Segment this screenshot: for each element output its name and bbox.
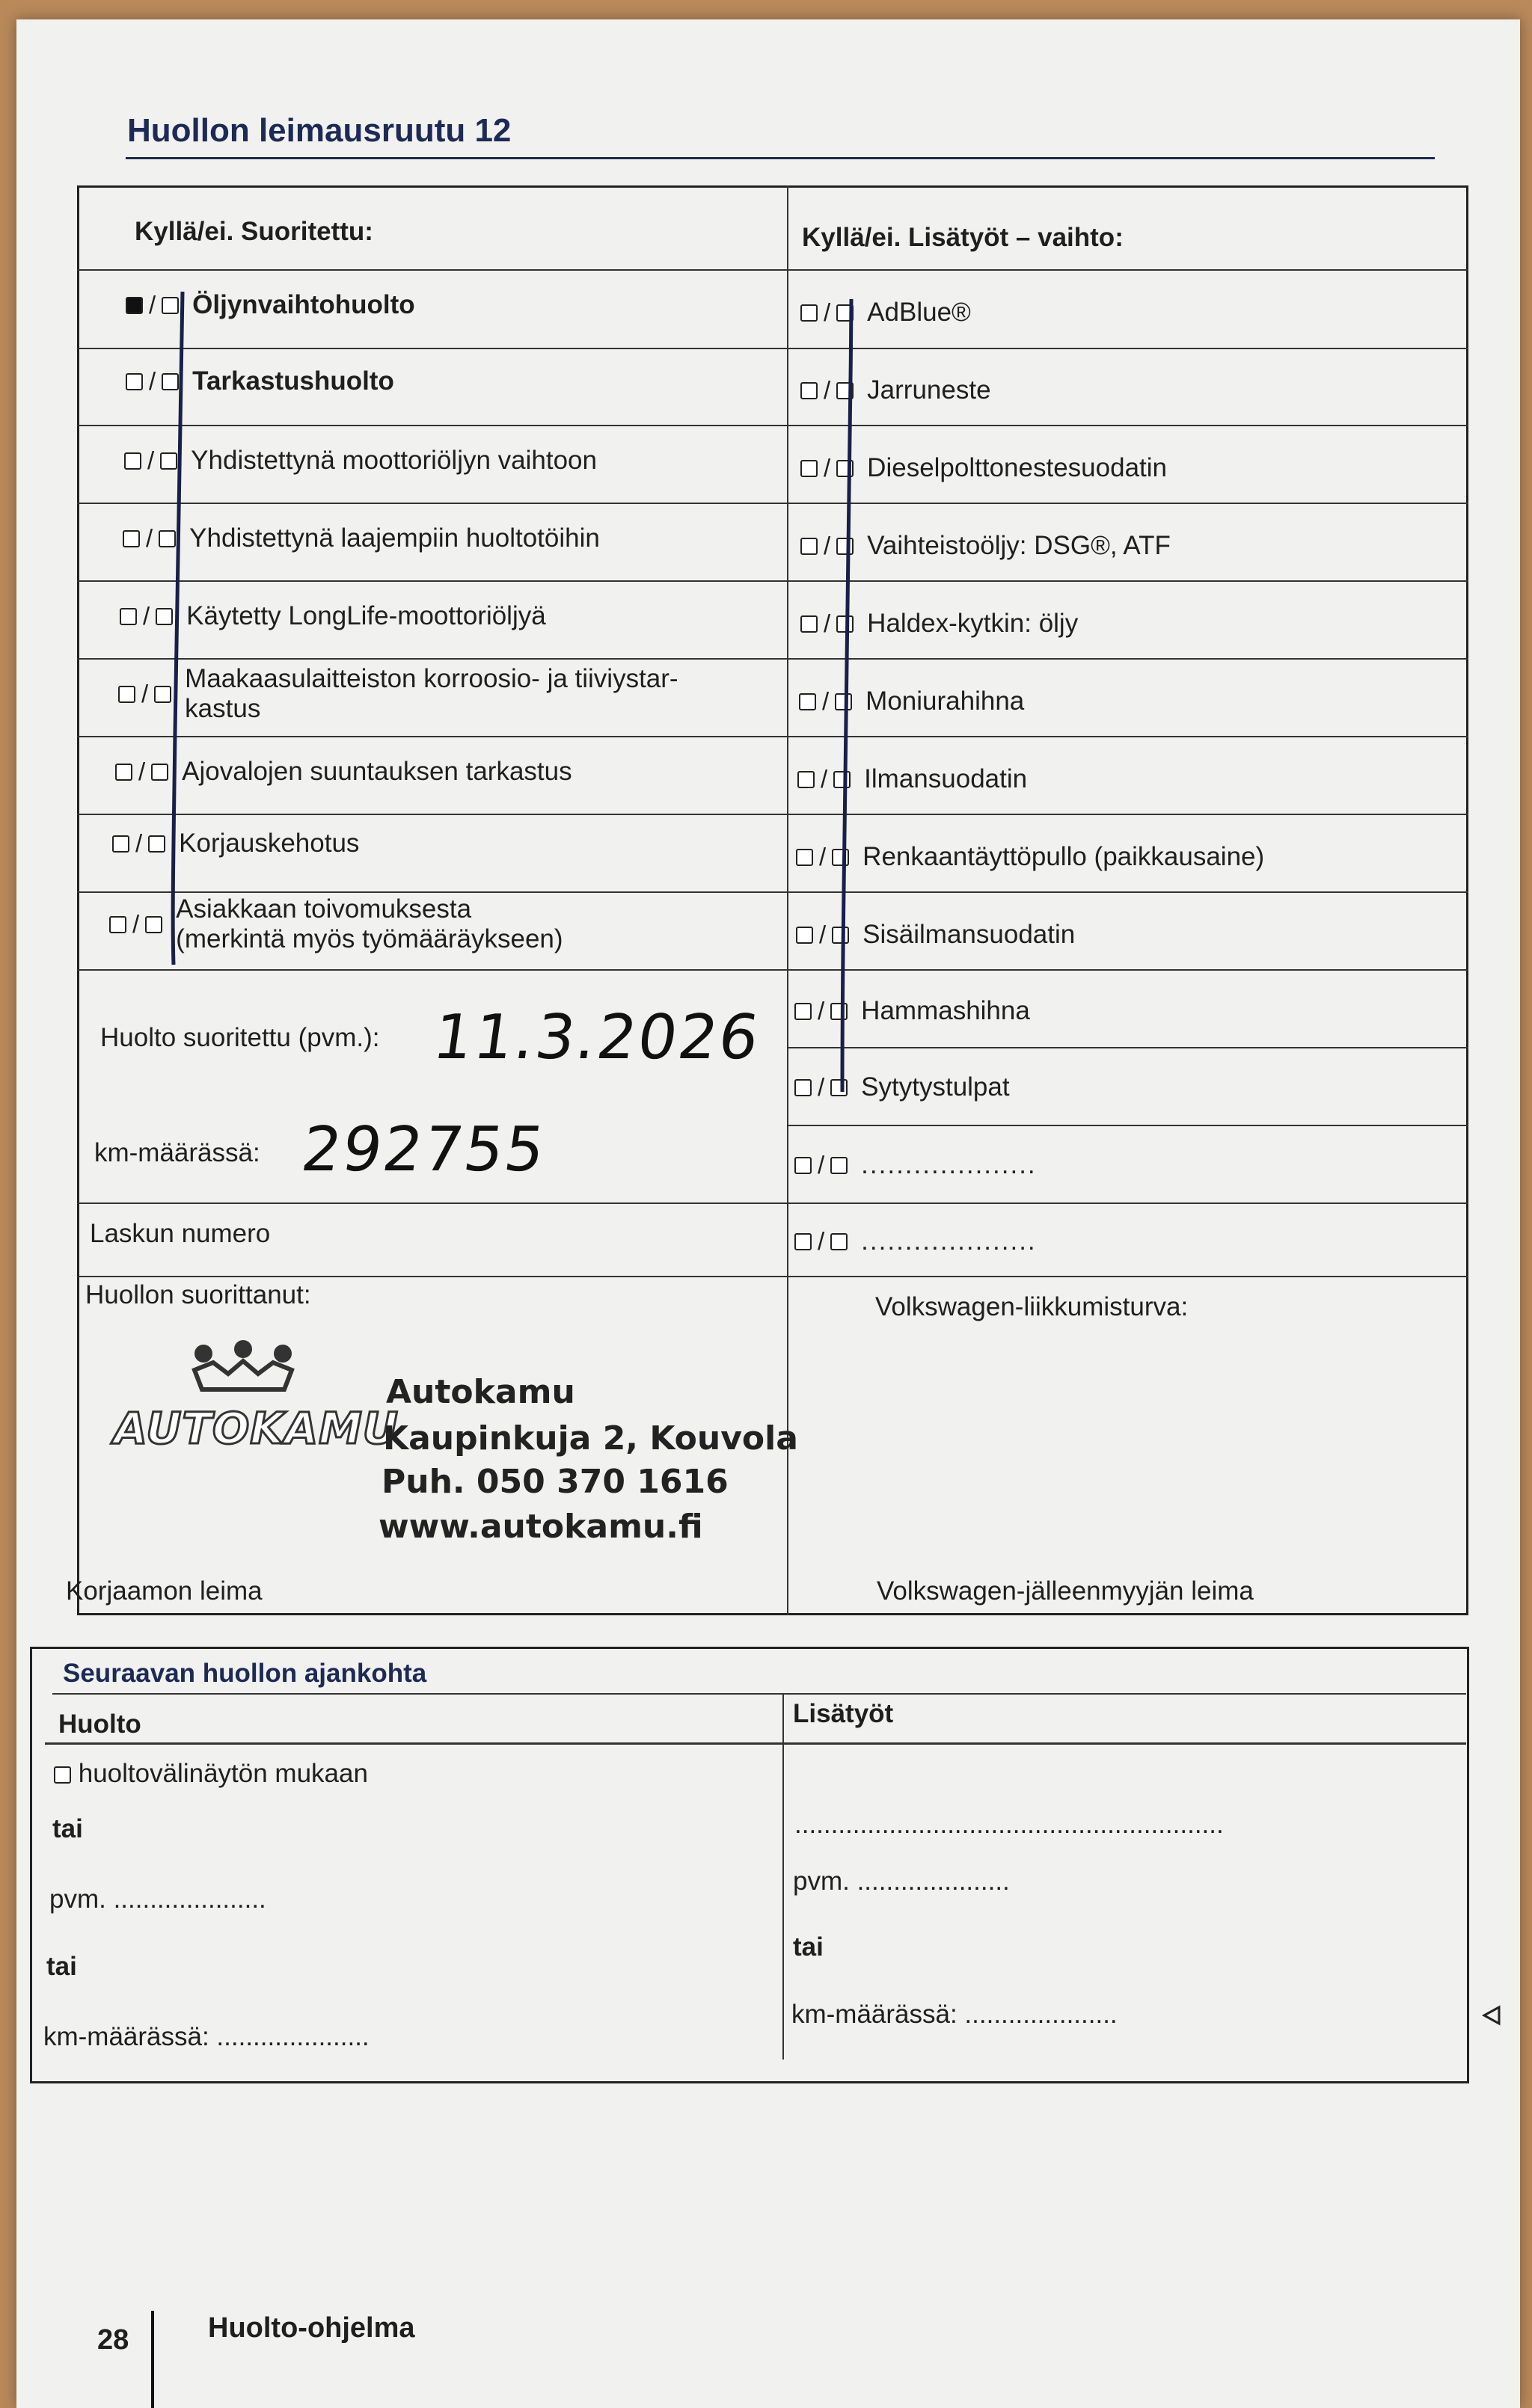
right-item-10: / Sytytystulpat <box>794 1072 1010 1102</box>
or-label: tai <box>46 1952 77 1981</box>
no-checkbox[interactable] <box>148 835 165 853</box>
yes-checkbox[interactable] <box>126 373 143 390</box>
left-item-5: / Maakaasulaitteiston korroosio- ja tiiviystar- kastus <box>118 664 678 724</box>
yes-checkbox[interactable] <box>794 1233 812 1250</box>
indicator-checkbox[interactable] <box>54 1766 71 1784</box>
left-item-4: / Käytetty LongLife-moottoriöljyä <box>120 601 546 631</box>
yes-checkbox[interactable] <box>796 927 813 944</box>
stamp-name: Autokamu <box>386 1373 575 1411</box>
right-item-4: / Haldex-kytkin: öljy <box>800 609 1078 639</box>
yes-checkbox[interactable] <box>124 452 141 470</box>
right-item-11: / .................... <box>794 1150 1037 1180</box>
triangle-marker-icon <box>1481 2004 1504 2027</box>
handwritten-line <box>832 292 862 1099</box>
left-item-7: / Korjauskehotus <box>112 829 359 859</box>
right-blank-line[interactable]: ........................................................... <box>794 1810 1224 1839</box>
stamp-address: Kaupinkuja 2, Kouvola <box>383 1419 798 1458</box>
yes-checkbox[interactable] <box>797 771 815 788</box>
left-item-6: / Ajovalojen suuntauksen tarkastus <box>115 757 572 787</box>
km-label: km-määrässä: <box>94 1138 260 1167</box>
handwritten-line <box>165 284 194 972</box>
yes-checkbox[interactable] <box>123 530 140 547</box>
no-checkbox[interactable] <box>145 916 162 933</box>
right-item-5: / Moniurahihna <box>799 687 1024 716</box>
dealer-stamp-label: Volkswagen-jälleenmyyjän leima <box>877 1576 1254 1606</box>
workshop-stamp-label: Korjaamon leima <box>66 1576 263 1606</box>
service-date-value[interactable]: 11.3.2026 <box>429 1002 765 1073</box>
right-item-7: / Renkaantäyttöpullo (paikkausaine) <box>796 842 1264 872</box>
stamp-web: www.autokamu.fi <box>379 1508 703 1546</box>
yes-checkbox[interactable] <box>800 615 818 633</box>
right-item-6: / Ilmansuodatin <box>797 764 1027 794</box>
page-title: Huollon leimausruutu 12 <box>127 112 512 149</box>
yes-checkbox[interactable] <box>794 1003 812 1020</box>
next-service-right-heading: Lisätyöt <box>793 1699 894 1728</box>
yes-checkbox[interactable] <box>800 460 818 477</box>
title-rule <box>126 157 1435 159</box>
crown-logo-icon <box>187 1340 299 1400</box>
left-item-8: / Asiakkaan toivomuksesta (merkintä myös työmääräykseen) <box>109 894 563 954</box>
yes-checkbox[interactable] <box>800 304 818 322</box>
page-number: 28 <box>97 2324 129 2356</box>
invoice-label: Laskun numero <box>90 1219 271 1248</box>
left-item-3: / Yhdistettynä laajempiin huoltotöihin <box>123 523 600 553</box>
stamp-phone: Puh. 050 370 1616 <box>382 1463 729 1501</box>
right-or-label: tai <box>793 1932 824 1962</box>
section-name: Huolto-ohjelma <box>208 2312 415 2344</box>
yes-checkbox[interactable] <box>109 916 126 933</box>
column-divider <box>787 185 788 1615</box>
right-km-field[interactable]: km-määrässä: ..................... <box>791 2000 1118 2029</box>
left-item-2: / Yhdistettynä moottoriöljyn vaihtoon <box>124 446 597 476</box>
next-service-table <box>30 1647 1469 2083</box>
right-date-field[interactable]: pvm. ..................... <box>793 1867 1010 1896</box>
right-item-8: / Sisäilmansuodatin <box>796 920 1075 950</box>
mobility-label: Volkswagen-liikkumisturva: <box>875 1292 1189 1321</box>
yes-checkbox[interactable] <box>794 1157 812 1174</box>
km-value[interactable]: 292755 <box>297 1114 551 1185</box>
yes-checkbox[interactable] <box>800 382 818 399</box>
yes-checkbox[interactable] <box>120 608 137 625</box>
yes-checkbox[interactable] <box>112 835 129 853</box>
no-checkbox[interactable] <box>830 1157 848 1174</box>
next-service-left-heading: Huolto <box>58 1710 141 1739</box>
service-date-label: Huolto suoritettu (pvm.): <box>100 1023 380 1052</box>
left-heading: Kyllä/ei. Suoritettu: <box>135 217 373 246</box>
yes-checkbox[interactable] <box>800 538 818 555</box>
no-checkbox[interactable] <box>830 1233 848 1250</box>
stamp-logo: AUTOKAMU <box>114 1403 399 1454</box>
left-item-1: / Tarkastushuolto <box>126 366 394 396</box>
right-item-9: / Hammashihna <box>794 996 1030 1026</box>
right-item-0: / AdBlue® <box>800 298 971 328</box>
next-service-title: Seuraavan huollon ajankohta <box>63 1659 427 1688</box>
right-heading: Kyllä/ei. Lisätyöt – vaihto: <box>802 223 1124 252</box>
right-item-1: / Jarruneste <box>800 375 991 405</box>
left-item-0: / Öljynvaihtohuolto <box>126 290 415 320</box>
yes-checkbox[interactable] <box>126 297 143 314</box>
indicator-option: huoltovälinäytön mukaan <box>54 1759 368 1789</box>
yes-checkbox[interactable] <box>794 1079 812 1096</box>
right-item-2: / Dieselpolttonestesuodatin <box>800 453 1167 483</box>
right-item-12: / .................... <box>794 1226 1037 1256</box>
performed-by-label: Huollon suorittanut: <box>85 1280 311 1309</box>
right-item-3: / Vaihteistoöljy: DSG®, ATF <box>800 531 1171 561</box>
next-km-field[interactable]: km-määrässä: ..................... <box>43 2022 370 2051</box>
yes-checkbox[interactable] <box>118 686 135 703</box>
or-label: tai <box>52 1814 83 1843</box>
yes-checkbox[interactable] <box>796 849 813 866</box>
next-date-field[interactable]: pvm. ..................... <box>49 1885 266 1914</box>
yes-checkbox[interactable] <box>115 764 132 781</box>
yes-checkbox[interactable] <box>799 693 816 710</box>
